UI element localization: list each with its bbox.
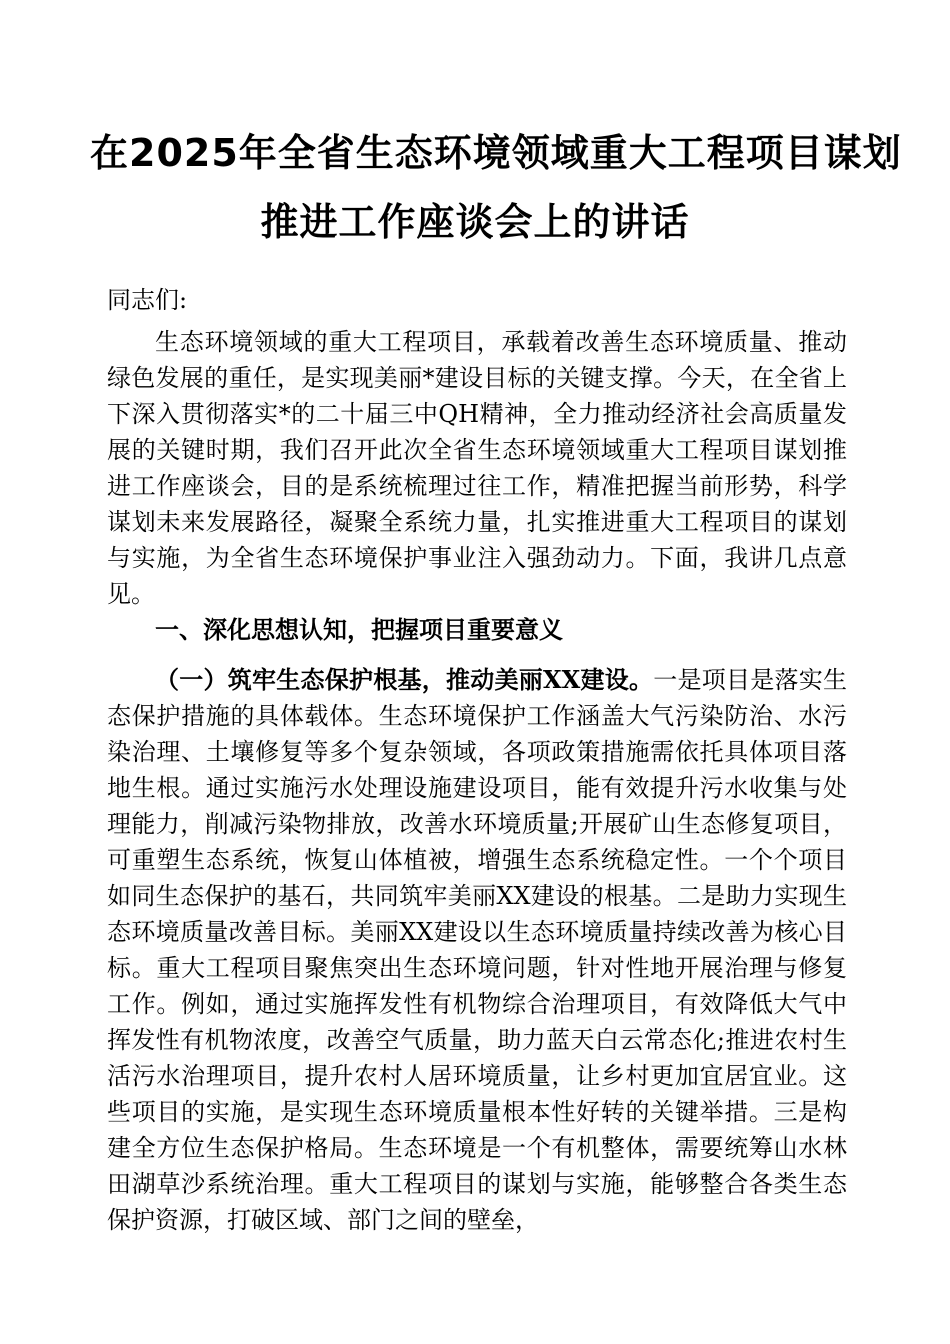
- salutation: 同志们:: [107, 286, 188, 314]
- opening-paragraph: 生态环境领域的重大工程项目，承载着改善生态环境质量、推动绿色发展的重任，是实现美丽*建设目标的关键支撑。今天，在全省上下深入贯彻落实*的二十届三中QH精神，全力推动经济社会高质量发展的关键时期，我们召开此次全省生态环境领域重大工程项目谋划推进工作座谈会，目的是系统梳理过往工作，精准把握当前形势，科学谋划未来发展路径，凝聚全系统力量，扎实推进重大工程项目的谋划与实施，为全省生态环境保护事业注入强劲动力。下面，我讲几点意见。: [107, 328, 847, 608]
- subsection-lead: （一）筑牢生态保护根基，推动美丽XX建设。: [155, 665, 654, 694]
- section-heading-1: 一、深化思想认知，把握项目重要意义: [155, 615, 563, 644]
- subsection-paragraph-1: [107, 662, 847, 1238]
- document-title-line-1: 在2025年全省生态环境领域重大工程项目谋划: [90, 131, 902, 175]
- subsection-body: 一是项目是落实生态保护措施的具体载体。生态环境保护工作涵盖大气污染防治、水污染治理、土壤修复等多个复杂领域，各项政策措施需依托具体项目落地生根。通过实施污水处理设施建设项目，能有效提升污水收集与处理能力，削减污染物排放，改善水环境质量;开展矿山生态修复项目，可重塑生态系统，恢复山体植被，增强生态系统稳定性。一个个项目如同生态保护的基石，共同筑牢美丽XX建设的根基。二是助力实现生态环境质量改善目标。美丽XX建设以生态环境质量持续改善为核心目标。重大工程项目聚焦突出生态环境问题，针对性地开展治理与修复工作。例如，通过实施挥发性有机物综合治理项目，有效降低大气中挥发性有机物浓度，改善空气质量，助力蓝天白云常态化;推进农村生活污水治理项目，提升农村人居环境质量，让乡村更加宜居宜业。这些项目的实施，是实现生态环境质量根本性好转的关键举措。三是构建全方位生态保护格局。生态环境是一个有机整体，需要统筹山水林田湖草沙系统治理。重大工程项目的谋划与实施，能够整合各类生态保护资源，打破区域、部门之间的壁垒，: [107, 666, 847, 1234]
- document-title-line-2: 推进工作座谈会上的讲话: [260, 200, 690, 244]
